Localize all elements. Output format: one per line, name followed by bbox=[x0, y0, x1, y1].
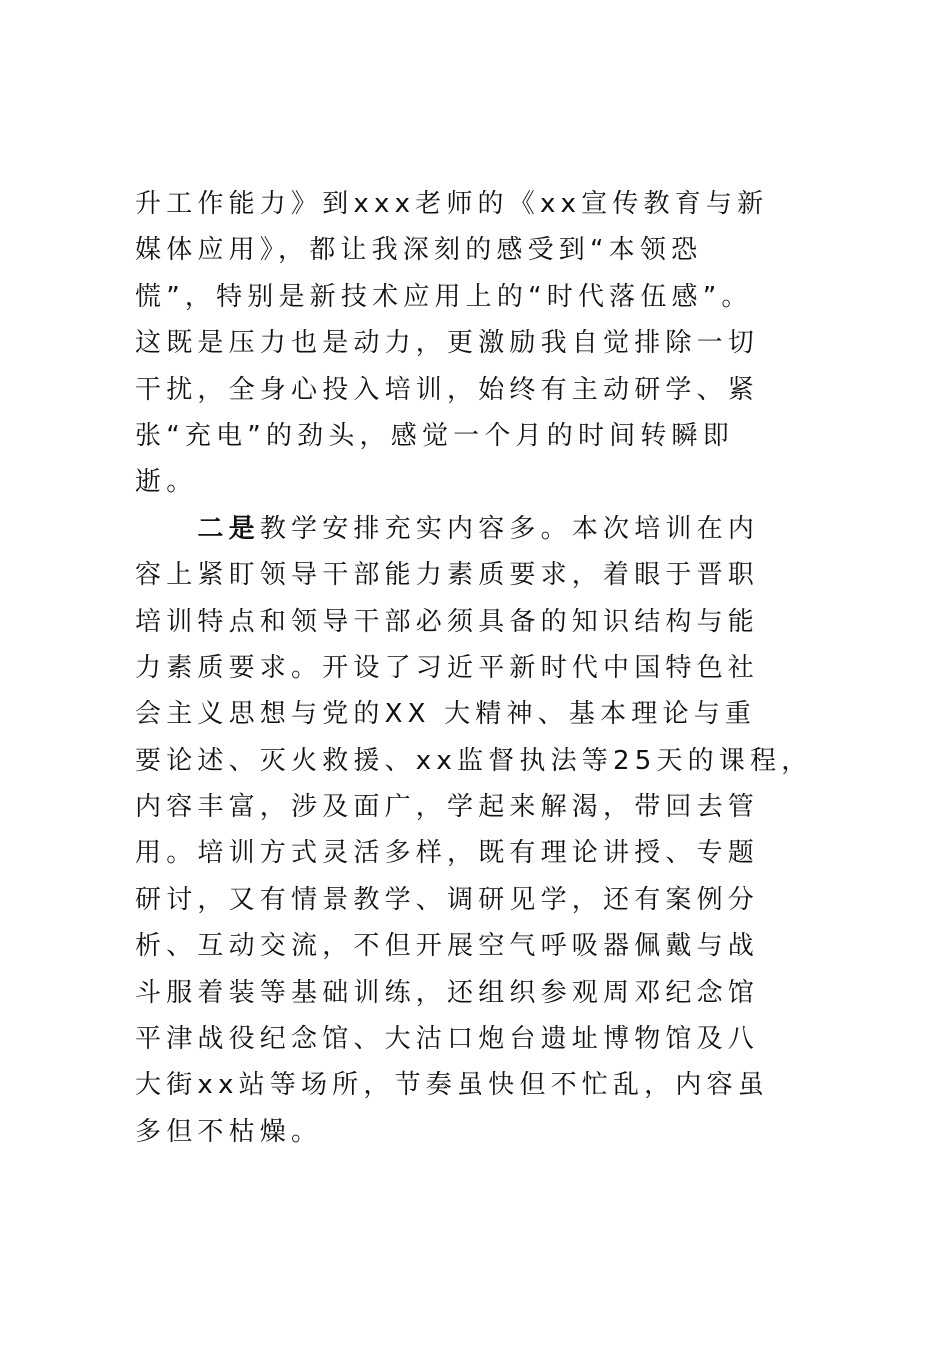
text-line: 大街xx站等场所，节奏虽快但不忙乱，内容虽 bbox=[135, 1070, 769, 1101]
text-line: 升工作能力》到xxx老师的《xx宣传教育与新 bbox=[135, 189, 769, 219]
text-line: 研讨，又有情景教学、调研见学，还有案例分 bbox=[135, 884, 760, 915]
text-line: 会主义思想与党的XX 大精神、基本理论与重 bbox=[135, 699, 757, 730]
text-line: 培训特点和领导干部必须具备的知识结构与能 bbox=[135, 606, 760, 637]
paragraph-first-line-text: 教学安排充实内容多。本次培训在内 bbox=[259, 513, 760, 544]
text-line: 这既是压力也是动力，更激励我自觉排除一切 bbox=[135, 328, 760, 359]
text-line: 力素质要求。开设了习近平新时代中国特色社 bbox=[135, 652, 760, 683]
text-line: 用。培训方式灵活多样，既有理论讲授、专题 bbox=[135, 838, 760, 869]
text-line: 慌”，特别是新技术应用上的“时代落伍感”。 bbox=[135, 281, 753, 312]
text-line: 张“充电”的劲头，感觉一个月的时间转瞬即 bbox=[135, 420, 734, 451]
body-text bbox=[135, 181, 875, 1155]
text-line: 要论述、灭火救援、xx监督执法等25天的课程， bbox=[135, 745, 813, 776]
text-line: 媒体应用》，都让我深刻的感受到“本领恐 bbox=[135, 235, 703, 266]
text-line: 干扰，全身心投入培训，始终有主动研学、紧 bbox=[135, 374, 760, 405]
text-line: 平津战役纪念馆、大沽口炮台遗址博物馆及八 bbox=[135, 1024, 760, 1055]
text-line: 析、互动交流，不但开展空气呼吸器佩戴与战 bbox=[135, 931, 760, 962]
paragraph-indent bbox=[135, 514, 197, 544]
text-line: 斗服着装等基础训练，还组织参观周邓纪念馆 bbox=[135, 977, 760, 1008]
text-line: 多但不枯燥。 bbox=[135, 1116, 323, 1147]
text-line: 逝。 bbox=[135, 467, 198, 498]
text-line: 容上紧盯领导干部能力素质要求，着眼于晋职 bbox=[135, 560, 760, 591]
paragraph-lead: 二是 bbox=[197, 513, 260, 544]
text-line: 内容丰富，涉及面广，学起来解渴，带回去管 bbox=[135, 792, 760, 823]
paragraph-first-line bbox=[135, 506, 875, 552]
